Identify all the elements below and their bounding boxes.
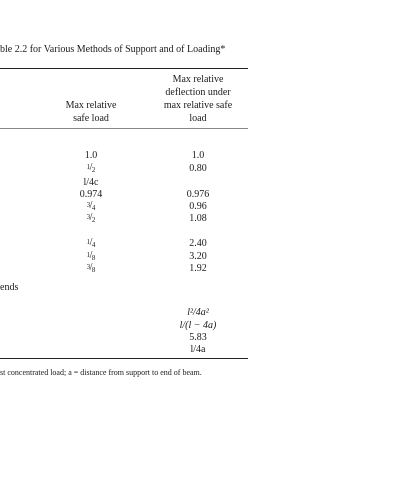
row8-col2: 3.20 xyxy=(189,251,207,262)
row2-col1-den: 2 xyxy=(91,166,96,174)
row2-col2: 0.80 xyxy=(189,163,207,174)
lower-row4: l/4a xyxy=(190,344,206,355)
row1-col1: 1.0 xyxy=(84,150,98,161)
top-rule xyxy=(0,68,248,69)
header-col2-line2: deflection under xyxy=(165,87,231,98)
row4-col1: 0.974 xyxy=(79,189,103,200)
row9-col1-den: 8 xyxy=(91,266,96,274)
row5-col1: $^3/_4$ xyxy=(86,200,96,212)
row6-col1: $^3/_2$ xyxy=(86,212,96,224)
bottom-rule xyxy=(0,358,248,359)
row3-col1: l/4c xyxy=(83,177,99,188)
row8-col1-num: 1 xyxy=(86,251,91,259)
row4-col2: 0.976 xyxy=(186,189,210,200)
header-max-relative-deflection xyxy=(156,73,240,125)
row7-col1-den: 4 xyxy=(91,241,96,249)
row6-col1-den: 2 xyxy=(91,216,96,224)
row8-col1-den: 8 xyxy=(91,254,96,262)
row7-col1: $^1/_4$ xyxy=(86,237,96,249)
row9-col1-num: 3 xyxy=(86,263,91,271)
row5-col1-num: 3 xyxy=(86,201,91,209)
row5-col1-den: 4 xyxy=(91,204,96,212)
row6-col2: 1.08 xyxy=(189,213,207,224)
header-col1-text: Max relative safe load xyxy=(65,100,117,124)
header-col2-line1: Max relative xyxy=(172,74,224,85)
lower-row2: l/(l − 4a) xyxy=(179,320,217,331)
row7-col2: 2.40 xyxy=(189,238,207,249)
table-title: ble 2.2 for Various Methods of Support and of Loading* xyxy=(0,44,226,55)
side-label-ends: ends xyxy=(0,282,19,293)
row8-col1: $^1/_8$ xyxy=(86,250,96,262)
header-col2-line4: load xyxy=(189,113,207,124)
row1-col2: 1.0 xyxy=(191,150,205,161)
row9-col2: 1.92 xyxy=(189,263,207,274)
row2-col1-num: 1 xyxy=(86,163,91,171)
row9-col1: $^3/_8$ xyxy=(86,262,96,274)
header-col2-line3: max relative safe xyxy=(163,100,233,111)
footnote: st concentrated load; a = distance from support to end of beam. xyxy=(0,368,202,377)
header-max-relative-safe-load xyxy=(58,99,124,125)
header-rule xyxy=(0,128,248,129)
row5-col2: 0.96 xyxy=(189,201,207,212)
row7-col1-num: 1 xyxy=(86,238,91,246)
lower-row1: l²/4a² xyxy=(187,307,209,318)
row2-col1: $^1/_2$ xyxy=(86,162,96,174)
lower-row3: 5.83 xyxy=(189,332,207,343)
row6-col1-num: 3 xyxy=(86,213,91,221)
